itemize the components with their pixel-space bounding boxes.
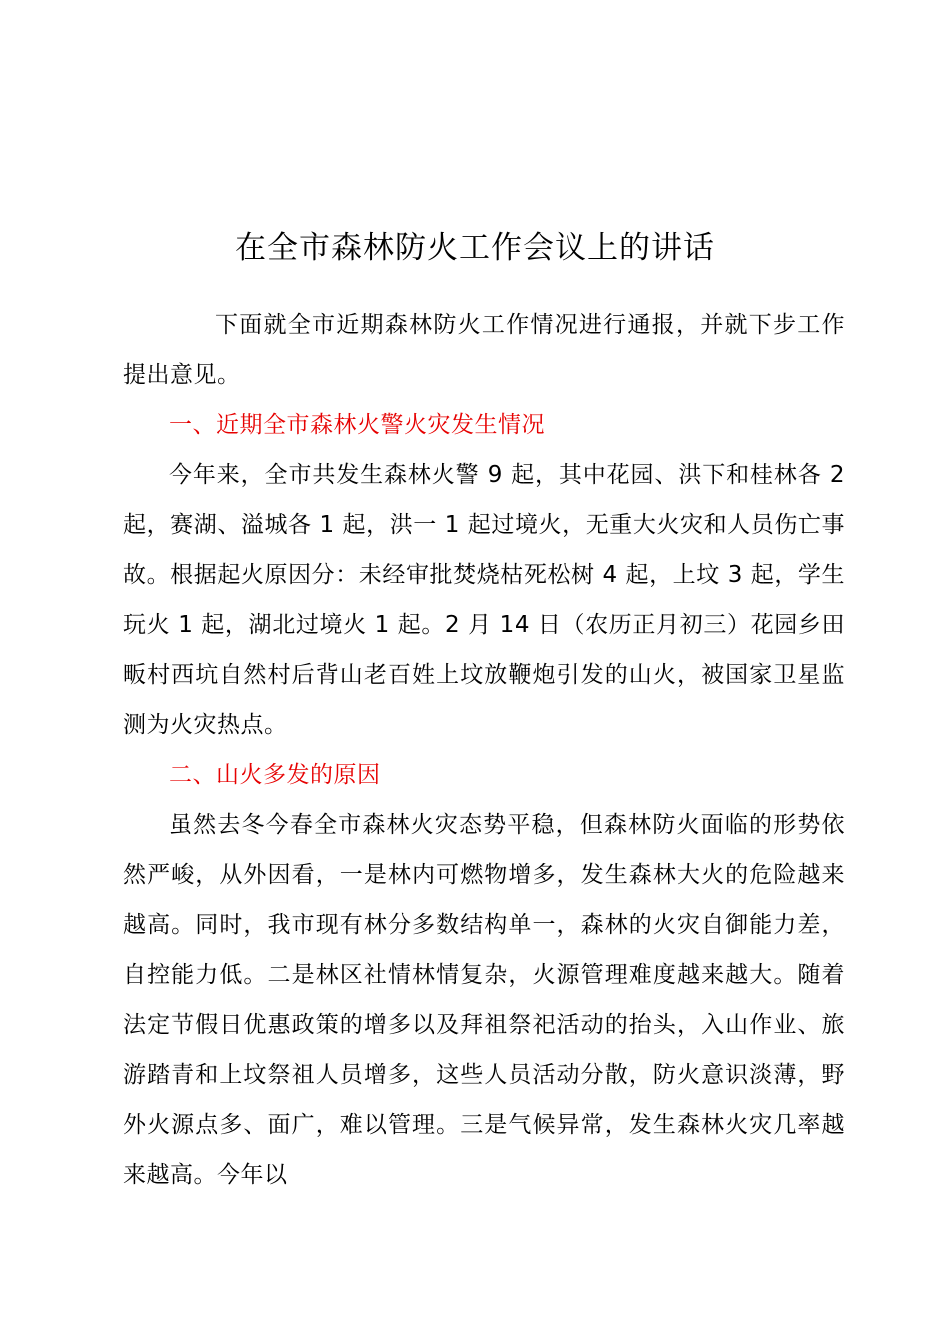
section-heading-1: 一、近期全市森林火警火灾发生情况 (169, 412, 545, 438)
document-title: 在全市森林防火工作会议上的讲话 (235, 230, 715, 266)
section-paragraph-1: 今年来，全市共发生森林火警 9 起，其中花园、洪下和桂林各 2 起，赛湖、溢城各 1 起，洪一 1 起过境火，无重大火灾和人员伤亡事故。根据起火原因分：未经审批焚烧枯死松树 4 起，上坟 3 起，学生玩火 1 起，湖北过境火 1 起。2 月 14 日（农历正月初三）花园乡田畈村西坑自然村后背山老百姓上坟放鞭炮引发的山火，被国家卫星监测为火灾热点。 (123, 462, 845, 738)
section-paragraph-2: 虽然去冬今春全市森林火灾态势平稳，但森林防火面临的形势依然严峻，从外因看，一是林内可燃物增多，发生森林大火的危险越来越高。同时，我市现有林分多数结构单一，森林的火灾自御能力差，自控能力低。二是林区社情林情复杂，火源管理难度越来越大。随着法定节假日优惠政策的增多以及拜祖祭祀活动的抬头，入山作业、旅游踏青和上坟祭祖人员增多，这些人员活动分散，防火意识淡薄，野外火源点多、面广，难以管理。三是气候异常，发生森林火灾几率越来越高。今年以 (123, 812, 845, 1188)
section-heading-2: 二、山火多发的原因 (169, 762, 381, 788)
document-body (123, 300, 845, 1200)
intro-paragraph: 下面就全市近期森林防火工作情况进行通报，并就下步工作提出意见。 (123, 312, 845, 388)
